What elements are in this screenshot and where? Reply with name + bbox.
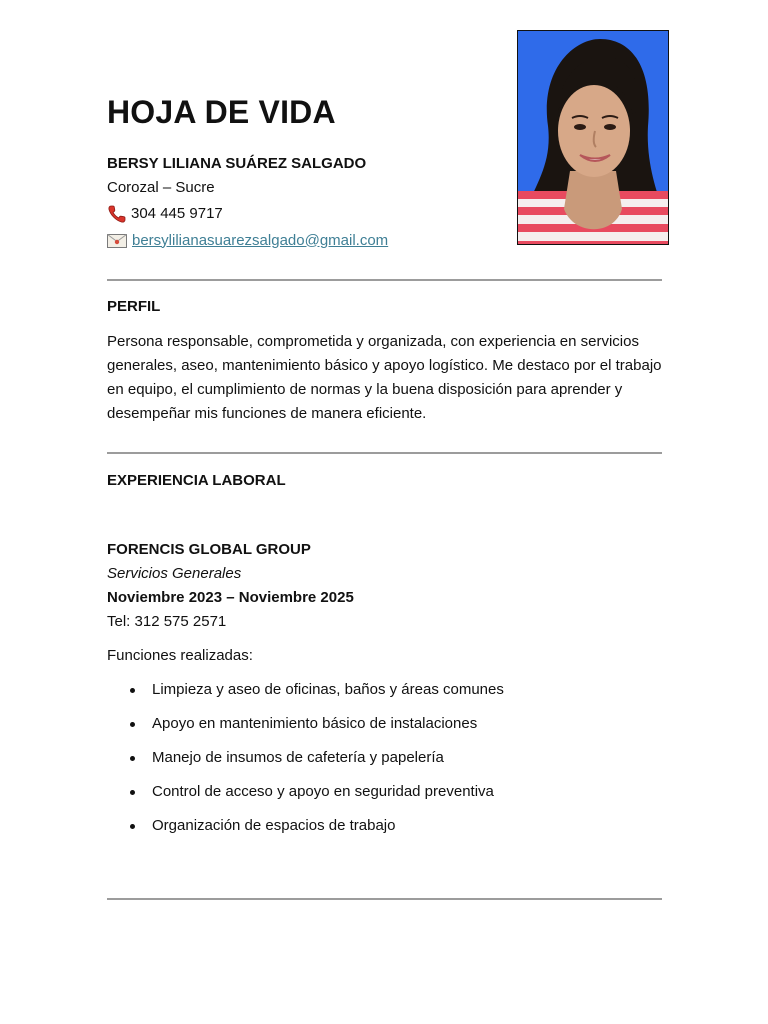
phone-row — [107, 200, 388, 227]
candidate-location: Corozal – Sucre — [107, 179, 215, 196]
job-entry — [107, 538, 354, 634]
list-item: Control de acceso y apoyo en seguridad preventiva — [107, 780, 504, 814]
list-item: Apoyo en mantenimiento básico de instalaciones — [107, 712, 504, 746]
email-link[interactable]: bersylilianasuarezsalgado@gmail.com — [132, 231, 389, 249]
functions-label: Funciones realizadas: — [107, 647, 253, 664]
list-item: Manejo de insumos de cafetería y papelería — [107, 746, 504, 780]
experience-heading: EXPERIENCIA LABORAL — [107, 472, 286, 489]
job-role: Servicios Generales — [107, 565, 242, 582]
job-company: FORENCIS GLOBAL GROUP — [107, 541, 311, 558]
job-dates: Noviembre 2023 – Noviembre 2025 — [107, 589, 354, 606]
candidate-name: BERSY LILIANA SUÁREZ SALGADO — [107, 155, 367, 172]
envelope-icon — [107, 234, 127, 248]
list-item: Organización de espacios de trabajo — [107, 814, 504, 848]
list-item: Limpieza y aseo de oficinas, baños y áreas comunes — [107, 678, 504, 712]
profile-text: Persona responsable, comprometida y organizada, con experiencia en servicios generales, aseo, mantenimiento básico y apoyo logístico. Me destaco por el trabajo en equipo, el cumplimiento de normas y la buena disposición para aprender y desempeñar mis funciones de manera eficiente. — [107, 333, 662, 422]
profile-photo — [517, 30, 669, 245]
candidate-phone: 304 445 9717 — [131, 204, 223, 222]
profile-heading: PERFIL — [107, 298, 161, 315]
contact-block — [107, 152, 388, 254]
telephone-receiver-icon — [107, 204, 127, 224]
email-row — [107, 227, 388, 254]
job-phone: Tel: 312 575 2571 — [107, 613, 227, 630]
section-divider — [107, 452, 662, 454]
section-divider — [107, 898, 662, 900]
functions-list — [107, 678, 504, 848]
document-title: HOJA DE VIDA — [107, 94, 336, 130]
section-divider — [107, 279, 662, 281]
